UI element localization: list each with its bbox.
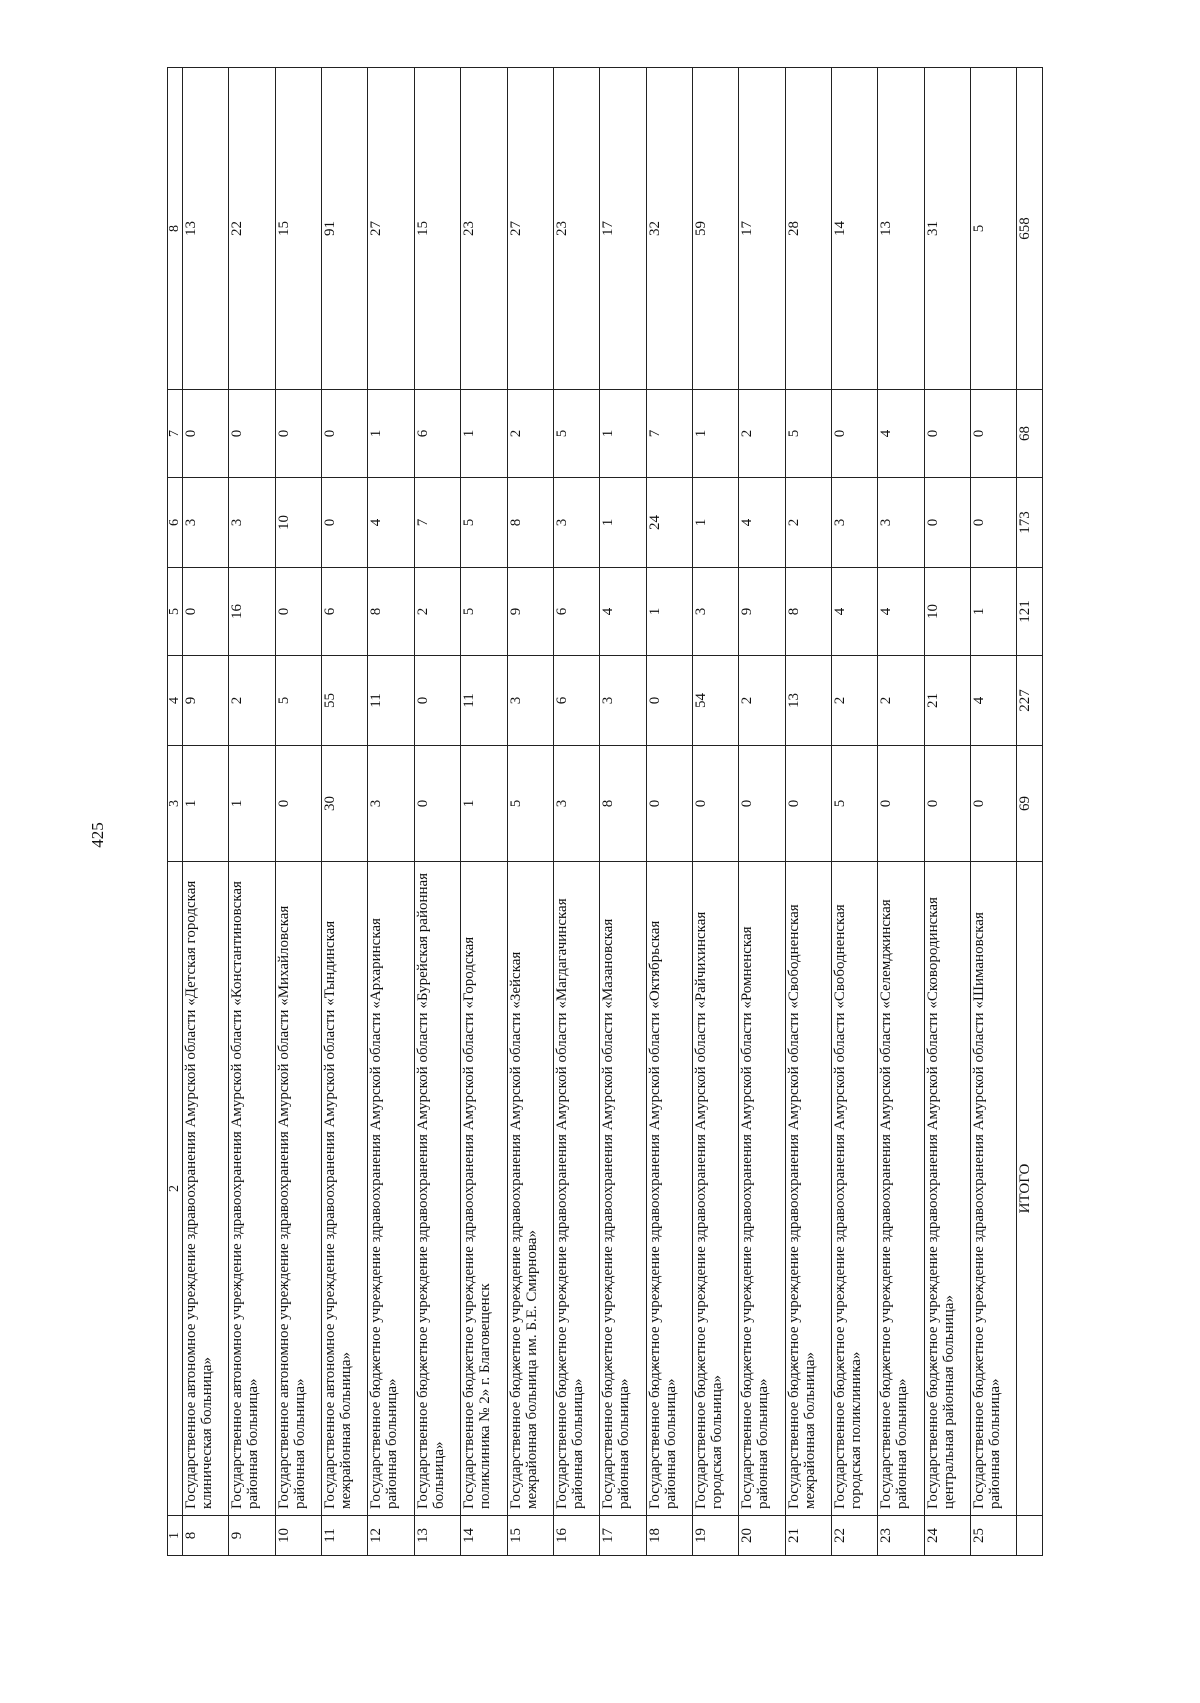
cell-value-c5: 5 xyxy=(461,568,507,656)
cell-value-c5: 6 xyxy=(553,568,599,656)
institution-name: Государственное бюджетное учреждение здравоохранения Амурской области «Мазановская районная больница» xyxy=(600,862,646,1516)
table-row xyxy=(785,68,831,1556)
row-number: 15 xyxy=(507,1516,553,1556)
table-row xyxy=(229,68,275,1556)
cell-value-c3: 5 xyxy=(507,746,553,862)
cell-value-c6: 4 xyxy=(739,478,785,568)
cell-value-c7: 6 xyxy=(414,390,460,478)
total-row xyxy=(1017,68,1043,1556)
row-number: 13 xyxy=(414,1516,460,1556)
table-row xyxy=(553,68,599,1556)
column-header: 2 xyxy=(168,862,183,1516)
cell-value-c8: 27 xyxy=(507,68,553,390)
cell-value-c7: 2 xyxy=(739,390,785,478)
cell-value-c4: 0 xyxy=(646,656,692,746)
cell-value-c8: 23 xyxy=(553,68,599,390)
cell-value-c3: 3 xyxy=(553,746,599,862)
cell-value-c3: 30 xyxy=(322,746,368,862)
cell-value-c5: 10 xyxy=(924,568,970,656)
cell-value-c4: 2 xyxy=(739,656,785,746)
cell-value-c4: 11 xyxy=(368,656,414,746)
cell-value-c7: 0 xyxy=(183,390,229,478)
cell-value-c7: 0 xyxy=(971,390,1017,478)
table-row xyxy=(646,68,692,1556)
cell-value-c4: 54 xyxy=(692,656,738,746)
cell-value-c6: 3 xyxy=(229,478,275,568)
row-number: 8 xyxy=(183,1516,229,1556)
table-row xyxy=(507,68,553,1556)
institution-name: Государственное автономное учреждение здравоохранения Амурской области «Константиновская районная больница» xyxy=(229,862,275,1516)
cell-value-c8: 32 xyxy=(646,68,692,390)
rotated-table-container xyxy=(167,68,1043,1556)
column-header: 1 xyxy=(168,1516,183,1556)
total-value-c6: 173 xyxy=(1017,478,1043,568)
table-row xyxy=(461,68,507,1556)
hospital-statistics-table xyxy=(167,67,1043,1556)
cell-value-c6: 1 xyxy=(692,478,738,568)
institution-name: Государственное автономное учреждение здравоохранения Амурской области «Тындинская межрайонная больница» xyxy=(322,862,368,1516)
total-value-c8: 658 xyxy=(1017,68,1043,390)
cell-value-c8: 17 xyxy=(739,68,785,390)
table-row xyxy=(414,68,460,1556)
row-number: 9 xyxy=(229,1516,275,1556)
row-number: 10 xyxy=(275,1516,321,1556)
cell-value-c8: 17 xyxy=(600,68,646,390)
cell-value-c6: 3 xyxy=(183,478,229,568)
cell-value-c8: 27 xyxy=(368,68,414,390)
institution-name: Государственное бюджетное учреждение здравоохранения Амурской области «Сковородинская центральная районная больница» xyxy=(924,862,970,1516)
institution-name: Государственное автономное учреждение здравоохранения Амурской области «Михайловская районная больница» xyxy=(275,862,321,1516)
institution-name: Государственное бюджетное учреждение здравоохранения Амурской области «Шимановская районная больница» xyxy=(971,862,1017,1516)
cell-value-c8: 28 xyxy=(785,68,831,390)
institution-name: Государственное бюджетное учреждение здравоохранения Амурской области «Архаринская районная больница» xyxy=(368,862,414,1516)
institution-name: Государственное бюджетное учреждение здравоохранения Амурской области «Ромненская районная больница» xyxy=(739,862,785,1516)
institution-name: Государственное бюджетное учреждение здравоохранения Амурской области «Свободненская межрайонная больница» xyxy=(785,862,831,1516)
cell-value-c5: 4 xyxy=(832,568,878,656)
cell-value-c5: 9 xyxy=(739,568,785,656)
cell-value-c7: 7 xyxy=(646,390,692,478)
table-row xyxy=(183,68,229,1556)
institution-name: Государственное бюджетное учреждение здравоохранения Амурской области «Зейская межрайонная больница им. Б.Е. Смирнова» xyxy=(507,862,553,1516)
institution-name: Государственное бюджетное учреждение здравоохранения Амурской области «Селемджинская районная больница» xyxy=(878,862,924,1516)
cell-value-c7: 0 xyxy=(229,390,275,478)
cell-value-c7: 1 xyxy=(692,390,738,478)
row-number: 12 xyxy=(368,1516,414,1556)
cell-value-c5: 1 xyxy=(971,568,1017,656)
cell-value-c8: 59 xyxy=(692,68,738,390)
table-row xyxy=(600,68,646,1556)
cell-value-c6: 0 xyxy=(971,478,1017,568)
cell-value-c7: 0 xyxy=(832,390,878,478)
cell-value-c7: 0 xyxy=(322,390,368,478)
column-header: 4 xyxy=(168,656,183,746)
cell-value-c5: 4 xyxy=(600,568,646,656)
total-empty-cell xyxy=(1017,1516,1043,1556)
institution-name: Государственное бюджетное учреждение здравоохранения Амурской области «Магдагачинская районная больница» xyxy=(553,862,599,1516)
cell-value-c8: 15 xyxy=(275,68,321,390)
cell-value-c4: 5 xyxy=(275,656,321,746)
institution-name: Государственное бюджетное учреждение здравоохранения Амурской области «Октябрьская районная больница» xyxy=(646,862,692,1516)
institution-name: Государственное бюджетное учреждение здравоохранения Амурской области «Свободненская городская поликлиника» xyxy=(832,862,878,1516)
table-row xyxy=(692,68,738,1556)
cell-value-c4: 2 xyxy=(832,656,878,746)
cell-value-c4: 4 xyxy=(971,656,1017,746)
cell-value-c6: 3 xyxy=(553,478,599,568)
row-number: 11 xyxy=(322,1516,368,1556)
cell-value-c8: 13 xyxy=(878,68,924,390)
cell-value-c3: 0 xyxy=(646,746,692,862)
cell-value-c4: 13 xyxy=(785,656,831,746)
cell-value-c4: 2 xyxy=(229,656,275,746)
cell-value-c5: 8 xyxy=(785,568,831,656)
row-number: 14 xyxy=(461,1516,507,1556)
total-value-c7: 68 xyxy=(1017,390,1043,478)
cell-value-c6: 2 xyxy=(785,478,831,568)
cell-value-c5: 6 xyxy=(322,568,368,656)
total-label: ИТОГО xyxy=(1017,862,1043,1516)
cell-value-c7: 1 xyxy=(600,390,646,478)
table-row xyxy=(878,68,924,1556)
table-row xyxy=(739,68,785,1556)
table-body xyxy=(183,68,1043,1556)
cell-value-c3: 8 xyxy=(600,746,646,862)
row-number: 20 xyxy=(739,1516,785,1556)
table-row xyxy=(924,68,970,1556)
cell-value-c8: 5 xyxy=(971,68,1017,390)
cell-value-c5: 16 xyxy=(229,568,275,656)
table-row xyxy=(368,68,414,1556)
cell-value-c7: 5 xyxy=(553,390,599,478)
row-number: 23 xyxy=(878,1516,924,1556)
cell-value-c5: 1 xyxy=(646,568,692,656)
total-value-c4: 227 xyxy=(1017,656,1043,746)
cell-value-c3: 1 xyxy=(229,746,275,862)
cell-value-c4: 11 xyxy=(461,656,507,746)
cell-value-c3: 0 xyxy=(692,746,738,862)
total-value-c5: 121 xyxy=(1017,568,1043,656)
column-header: 5 xyxy=(168,568,183,656)
cell-value-c3: 1 xyxy=(461,746,507,862)
cell-value-c3: 0 xyxy=(924,746,970,862)
column-header: 6 xyxy=(168,478,183,568)
cell-value-c7: 0 xyxy=(924,390,970,478)
cell-value-c5: 2 xyxy=(414,568,460,656)
institution-name: Государственное бюджетное учреждение здравоохранения Амурской области «Бурейская районная больница» xyxy=(414,862,460,1516)
column-header: 8 xyxy=(168,68,183,390)
cell-value-c3: 0 xyxy=(878,746,924,862)
cell-value-c7: 1 xyxy=(368,390,414,478)
cell-value-c4: 55 xyxy=(322,656,368,746)
cell-value-c6: 3 xyxy=(832,478,878,568)
table-row xyxy=(832,68,878,1556)
cell-value-c6: 5 xyxy=(461,478,507,568)
cell-value-c3: 0 xyxy=(414,746,460,862)
cell-value-c6: 7 xyxy=(414,478,460,568)
row-number: 18 xyxy=(646,1516,692,1556)
cell-value-c8: 14 xyxy=(832,68,878,390)
cell-value-c7: 1 xyxy=(461,390,507,478)
row-number: 17 xyxy=(600,1516,646,1556)
cell-value-c7: 0 xyxy=(275,390,321,478)
cell-value-c4: 21 xyxy=(924,656,970,746)
cell-value-c8: 15 xyxy=(414,68,460,390)
institution-name: Государственное бюджетное учреждение здравоохранения Амурской области «Городская поликлиника № 2» г. Благовещенск xyxy=(461,862,507,1516)
cell-value-c8: 13 xyxy=(183,68,229,390)
cell-value-c6: 1 xyxy=(600,478,646,568)
row-number: 21 xyxy=(785,1516,831,1556)
cell-value-c5: 3 xyxy=(692,568,738,656)
cell-value-c6: 24 xyxy=(646,478,692,568)
table-row xyxy=(322,68,368,1556)
cell-value-c3: 1 xyxy=(183,746,229,862)
cell-value-c4: 6 xyxy=(553,656,599,746)
total-value-c3: 69 xyxy=(1017,746,1043,862)
row-number: 22 xyxy=(832,1516,878,1556)
row-number: 16 xyxy=(553,1516,599,1556)
institution-name: Государственное бюджетное учреждение здравоохранения Амурской области «Райчихинская городская больница» xyxy=(692,862,738,1516)
cell-value-c8: 22 xyxy=(229,68,275,390)
cell-value-c6: 0 xyxy=(924,478,970,568)
cell-value-c4: 0 xyxy=(414,656,460,746)
cell-value-c3: 0 xyxy=(275,746,321,862)
cell-value-c3: 5 xyxy=(832,746,878,862)
cell-value-c7: 4 xyxy=(878,390,924,478)
cell-value-c5: 0 xyxy=(183,568,229,656)
row-number: 19 xyxy=(692,1516,738,1556)
cell-value-c8: 31 xyxy=(924,68,970,390)
column-header: 7 xyxy=(168,390,183,478)
cell-value-c6: 10 xyxy=(275,478,321,568)
cell-value-c6: 8 xyxy=(507,478,553,568)
cell-value-c5: 8 xyxy=(368,568,414,656)
cell-value-c5: 9 xyxy=(507,568,553,656)
row-number: 25 xyxy=(971,1516,1017,1556)
cell-value-c5: 0 xyxy=(275,568,321,656)
table-header-row xyxy=(168,68,183,1556)
cell-value-c3: 0 xyxy=(785,746,831,862)
table-row xyxy=(971,68,1017,1556)
row-number: 24 xyxy=(924,1516,970,1556)
cell-value-c8: 23 xyxy=(461,68,507,390)
cell-value-c7: 2 xyxy=(507,390,553,478)
cell-value-c8: 91 xyxy=(322,68,368,390)
page-number: 425 xyxy=(88,822,107,848)
cell-value-c6: 3 xyxy=(878,478,924,568)
cell-value-c6: 0 xyxy=(322,478,368,568)
cell-value-c6: 4 xyxy=(368,478,414,568)
table-row xyxy=(275,68,321,1556)
cell-value-c7: 5 xyxy=(785,390,831,478)
cell-value-c4: 2 xyxy=(878,656,924,746)
column-header: 3 xyxy=(168,746,183,862)
cell-value-c5: 4 xyxy=(878,568,924,656)
cell-value-c3: 0 xyxy=(971,746,1017,862)
cell-value-c3: 0 xyxy=(739,746,785,862)
institution-name: Государственное автономное учреждение здравоохранения Амурской области «Детская городская клиническая больница» xyxy=(183,862,229,1516)
cell-value-c3: 3 xyxy=(368,746,414,862)
cell-value-c4: 3 xyxy=(600,656,646,746)
cell-value-c4: 3 xyxy=(507,656,553,746)
cell-value-c4: 9 xyxy=(183,656,229,746)
